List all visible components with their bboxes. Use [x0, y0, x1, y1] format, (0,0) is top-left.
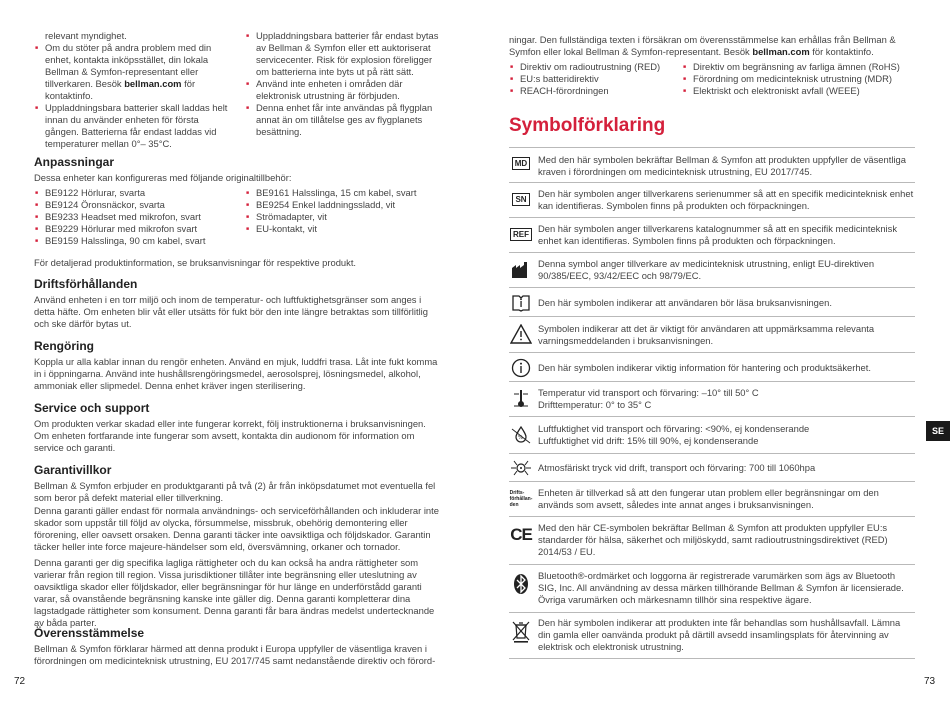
- symbol-row-pressure: [509, 453, 915, 482]
- manufacturer-icon: [509, 261, 533, 279]
- humidity-icon: [509, 425, 533, 445]
- list-item: ■ EU:s batteridirektiv: [509, 73, 679, 85]
- symbol-row-manual: [509, 287, 915, 317]
- symbol-row-humidity: [509, 416, 915, 454]
- bluetooth-icon: [509, 573, 533, 595]
- directive-list-2: [682, 61, 917, 97]
- symbol-section-title: Symbolförklaring: [509, 115, 666, 136]
- symbol-text: Den här symbolen anger tillverkarens serienummer så att en specifik medicinteknisk enhet kan identifieras. Symbolen finns på produkten och förpackningen.: [538, 188, 914, 211]
- weee-bin-icon: [509, 619, 533, 643]
- section-heading-garanti: Garantivillkor: [34, 463, 112, 477]
- left-col2-top: [245, 30, 445, 138]
- operating-conditions-icon: Drifts- förhållan- den: [509, 490, 533, 508]
- symbol-text: Den här symbolen anger tillverkarens katalognummer så att en specifik medicinteknisk enhet kan identifieras. Symbolen finns på produkten och förpackningen.: [538, 223, 898, 246]
- symbol-text: Luftfuktighet vid transport och förvaring: <90%, ej kondenserande Luftfuktighet vid drift: 15% till 90%, ej kondenserande: [538, 423, 810, 446]
- language-tab: SE: [926, 421, 950, 441]
- list-item: ■ BE9254 Enkel laddningssladd, vit: [245, 199, 445, 211]
- service-text: Om produkten verkar skadad eller inte fungerar korrekt, följ instruktionerna i bruksanvisningen. Om enheten fortfarande inte fungerar som avsett, kontakta din audionom för information om service och garanti.: [34, 418, 426, 453]
- list-item: ■ BE9122 Hörlurar, svarta: [34, 187, 239, 199]
- drift-text: Använd enheten i en torr miljö och inom de temperatur- och luftfuktighetsgränser som anges i detta häfte. Om enheten blir våt eller utsätts för fukt bör den inte längre betraktas som tillförlitlig och ske därför bytas ut.: [34, 294, 428, 329]
- manual-icon: [509, 294, 533, 312]
- anpassningar-footer: För detaljerad produktinformation, se bruksanvisningar för respektive produkt.: [34, 257, 357, 268]
- list-item: ■ Direktiv om radioutrustning (RED): [509, 61, 679, 73]
- section-heading-rengoring: Rengöring: [34, 339, 94, 353]
- list-item: ■ Om du stöter på andra problem med din enhet, kontakta inköpsstället, din lokala Bellman & Symfon-representant eller tillverkaren. Besök bellman.com för kontaktinfo.: [34, 42, 234, 102]
- website-link[interactable]: bellman.com: [124, 78, 182, 89]
- list-item: ■ Uppladdningsbara batterier får endast bytas av Bellman & Symfon eller ett auktoriserat servicecenter. Risk för explosion föreligger om batterierna inte byts ut på rätt sätt.: [245, 30, 445, 78]
- symbol-row-manufacturer: [509, 252, 915, 288]
- directive-list-1: [509, 61, 679, 97]
- thermometer-icon: [509, 388, 533, 410]
- symbol-text: Temperatur vid transport och förvaring: –10° till 50° C Drifttemperatur: 0° to 35° C: [538, 387, 759, 410]
- symbol-row-ce: [509, 516, 915, 565]
- cont-text: relevant myndighet.: [45, 30, 127, 41]
- section-heading-anpassningar: Anpassningar: [34, 155, 115, 169]
- symbol-text: Med den här symbolen bekräftar Bellman & Symfon att produkten uppfyller de väsentliga kraven i förordningen om medicinteknisk utrustning, EU 2017/745.: [538, 154, 906, 177]
- list-item: ■ REACH-förordningen: [509, 85, 679, 97]
- symbol-row-info: [509, 352, 915, 382]
- symbol-row-warning: [509, 316, 915, 353]
- section-heading-overens: Överensstämmelse: [34, 626, 145, 640]
- symbol-text: Bluetooth®-ordmärket och loggorna är registrerade varumärken som ägs av Bluetooth SIG, Inc. All användning av dessa märken tillhörande Bellman & Symfon är licensierade. Övriga varumärken och märkesnamn tillhör sina respektive ägare.: [538, 570, 904, 605]
- catalog-number-icon: REF: [509, 228, 533, 241]
- list-item: ■ Direktiv om begränsning av farliga ämnen (RoHS): [682, 61, 917, 73]
- garanti-p3: Denna garanti ger dig specifika lagliga rättigheter och du kan också ha andra rättigheter som varierar från region till region. Vissa jurisdiktioner tillåter inte begränsning eller uteslutning av oavsiktliga skador eller följdskador, eller begränsningar för hur länge en underförstådd garanti varar, så ovanstående begränsning kanske inte gäller dig. Denna garanti kompletterar dina lagstadgade rättigheter som konsument. Denna garanti får bara ändras medelst undertecknande av båda parter.: [34, 557, 435, 628]
- section-heading-service: Service och support: [34, 401, 150, 415]
- svg-text:%: %: [518, 435, 523, 441]
- overens-text: Bellman & Symfon förklarar härmed att denna produkt i Europa uppfyller de väsentliga kraven i förordningen om medicinteknisk utrustning, EU 2017/745 samt nedanstående direktiv och förord-: [34, 643, 436, 666]
- accessory-list-1: [34, 187, 239, 247]
- garanti-p1: Bellman & Symfon erbjuder en produktgaranti på två (2) år från inköpsdatumet mot eventuella fel som beror på defekt material eller tillverkning.: [34, 480, 436, 503]
- rengoring-text: Koppla ur alla kablar innan du rengör enheten. Använd en mjuk, luddfri trasa. Låt inte fukt komma in i öppningarna. Använd inte hushållsrengöringsmedel, aerosolsprej, lösningsmedel, alkohol, ammoniak eller slipmedel. Denna enhet kräver ingen sterilisering.: [34, 356, 438, 391]
- list-item: ■ Elektriskt och elektroniskt avfall (WEEE): [682, 85, 917, 97]
- list-item: ■ EU-kontakt, vit: [245, 223, 445, 235]
- symbol-text: Enheten är tillverkad så att den fungerar utan problem eller begränsningar om den används som avsett, således inte annat anges i bruksanvisningen.: [538, 487, 879, 510]
- symbol-row-temperature: [509, 381, 915, 417]
- symbol-text: Denna symbol anger tillverkare av medicinteknisk utrustning, enligt EU-direktiven 90/385/EEC, 93/42/EEC och 98/79/EC.: [538, 258, 875, 281]
- md-icon: MD: [509, 157, 533, 170]
- symbol-text: Atmosfäriskt tryck vid drift, transport och förvaring: 700 till 1060hpa: [538, 462, 816, 473]
- symbol-text: Den här symbolen indikerar att produkten inte får behandlas som hushållsavfall. Lämna din gamla eller oanvända produkt på därtill avsedd insamlingsplats för återvinning av elektrisk och elektronisk utrustning.: [538, 617, 901, 652]
- info-icon: [509, 358, 533, 378]
- list-item: ■ BE9229 Hörlurar med mikrofon svart: [34, 223, 239, 235]
- section-heading-drift: Driftsförhållanden: [34, 277, 138, 291]
- list-item: ■ BE9161 Halsslinga, 15 cm kabel, svart: [245, 187, 445, 199]
- website-link[interactable]: bellman.com: [752, 46, 810, 57]
- left-col1-top: [34, 30, 234, 150]
- symbol-text: Symbolen indikerar att det är viktigt för användaren att uppmärksamma relevanta varningsmeddelanden i bruksanvisningen.: [538, 323, 875, 346]
- garanti-p2: Denna garanti gäller endast för normala användnings- och serviceförhållanden och inkluderar inte skador som uppstår till följd av olycka, försummelse, missbruk, obehörig demontering eller förorening, eller oavsett orsaken. Denna garanti täcker inte oavsiktliga och följdskador. Garantin täcker heller inte force majeure-händelser som eld, översvämning, orkaner och tornador.: [34, 505, 439, 552]
- symbol-text: Den här symbolen indikerar viktig information för hantering och produktsäkerhet.: [538, 362, 871, 373]
- symbol-row-bluetooth: [509, 564, 915, 613]
- anpassningar-intro: Dessa enheter kan konfigureras med följande originaltillbehör:: [34, 172, 292, 183]
- accessory-list-2: [245, 187, 445, 235]
- symbol-row-sn: [509, 182, 915, 218]
- symbol-row-operating: [509, 481, 915, 517]
- ce-mark-icon: CE: [510, 525, 532, 544]
- symbol-text: Med den här CE-symbolen bekräftar Bellman & Symfon att produkten uppfyller EU:s standarder för hälsa, säkerhet och miljöskydd, samt radioutrustningsdirektivet (RED) 2014/53 / EU.: [538, 522, 888, 557]
- warning-icon: [509, 324, 533, 344]
- list-item: ■ Använd inte enheten i områden där elektronisk utrustning är förbjuden.: [245, 78, 445, 102]
- page-number: 73: [924, 676, 936, 687]
- list-item: ■ Uppladdningsbara batterier skall laddas helt innan du använder enheten för första gången. Batterierna får endast laddas vid temperaturer mellan 0°– 35°C.: [34, 102, 234, 150]
- list-item: ■ Strömadapter, vit: [245, 211, 445, 223]
- page-number: 72: [14, 676, 26, 687]
- list-item: ■ BE9124 Öronsnäckor, svarta: [34, 199, 239, 211]
- list-item: ■ Förordning om medicinteknisk utrustning (MDR): [682, 73, 917, 85]
- serial-number-icon: SN: [509, 193, 533, 206]
- symbol-row-md: [509, 147, 915, 183]
- list-item: ■ Denna enhet får inte användas på flygplan annat än om tillåtelse ges av flygplanets besättning.: [245, 102, 445, 138]
- list-item: ■ BE9233 Headset med mikrofon, svart: [34, 211, 239, 223]
- right-intro-text: ningar. Den fullständiga texten i försäkran om överensstämmelse kan erhållas från Bellman & Symfon eller lokal Bellman & Symfon-representant. Besök bellman.com för kontaktinfo.: [509, 34, 896, 57]
- list-item: ■ BE9159 Halsslinga, 90 cm kabel, svart: [34, 235, 239, 247]
- pressure-icon: [509, 459, 533, 477]
- symbol-row-ref: [509, 217, 915, 253]
- symbol-text: Den här symbolen indikerar att användaren bör läsa bruksanvisningen.: [538, 297, 832, 308]
- symbol-row-weee: [509, 612, 915, 659]
